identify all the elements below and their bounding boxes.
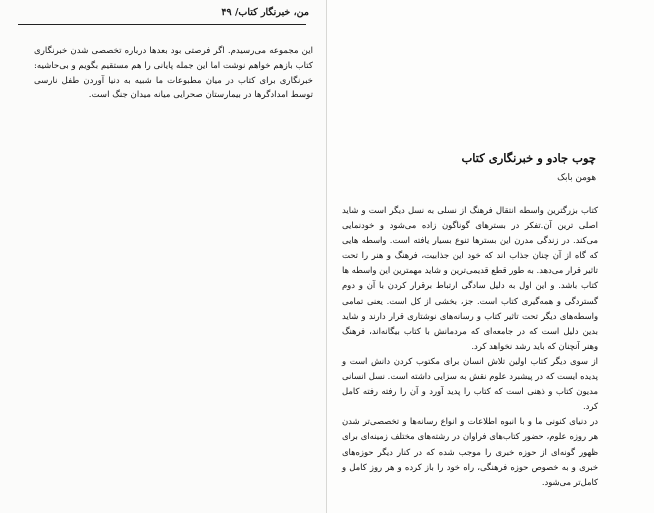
body-paragraph: از سوی دیگر کتاب اولین تلاش انسان برای مکتوب کردن دانش است و پدیده ایست که در پیشبرد علوم نقش به سزایی داشته است. نسل انسانی مدیون کتاب و ذهنی است که کتاب را پدید آورد و آن را رفته رفته کامل کرد.	[342, 355, 598, 412]
body-paragraph: کتاب بزرگترین واسطه انتقال فرهنگ از نسلی به نسل دیگر است و شاید اصلی ترین آن.تفکر در بسترهای گوناگون زاده می‌شود و خودنمایی می‌کند. در زندگی مدرن این بسترها تنوع بسیار یافته است. واسطه هایی که گاه از آن چنان جذاب اند که خود این جذابیت، فرهنگ و هنر را تحت تاثیر قرار می‌دهد. به طور قطع قدیمی‌ترین و شاید مهمترین این واسطه ها کتاب باشد. و این اول به دلیل سادگی ارتباط برقرار کردن با آن و دوم گستردگی و همه‌گیری کتاب است. جز، بخشی از کل است. یعنی تمامی واسطه‌های دیگر تحت تاثیر کتاب و رسانه‌های نوشتاری قرار دارند و شاید بدین دلیل است که در جامعه‌ای که مردمانش با کتاب بیگانه‌اند، فرهنگ وهنر آنچنان که باید رشد نخواهد کرد.	[342, 205, 598, 351]
running-head: من، خبرنگار کتاب/ ۴۹	[221, 7, 309, 18]
body-paragraph: در دنیای کنونی ما و با انبوه اطلاعات و انواع رسانه‌ها و تخصصی‌تر شدن هر روزه علوم، حضور کتاب‌های فراوان در رشته‌های مختلف زمینه‌ای برای ظهور گونه‌ای از حوزه خبری را موجب شده که در کنار دیگر حوزه‌های خبری و به خصوص حوزه فرهنگی، راه خود را باز کرده و هر روز کامل و کامل‌تر می‌شود.	[342, 416, 598, 487]
article-author: هومن بابک	[557, 173, 596, 183]
right-page	[327, 0, 654, 513]
continuation-text: این مجموعه می‌رسیدم. اگر فرصتی بود بعدها درباره تخصصی شدن خبرنگاری کتاب بازهم خواهم نوشت اما این جمله پایانی را هم مستقیم بگویم و بی‌حاشیه: خبرنگاری برای کتاب در میان مطبوعات ما شبیه به دنیا آوردن طفل نارسی توسط امدادگرها در بیمارستان صحرایی میانه میدان جنگ است.	[34, 46, 313, 101]
header-rule	[18, 24, 306, 25]
article-body	[342, 203, 598, 490]
continuation-paragraph	[34, 44, 313, 103]
article-title: چوب جادو و خبرنگاری کتاب	[461, 151, 596, 165]
